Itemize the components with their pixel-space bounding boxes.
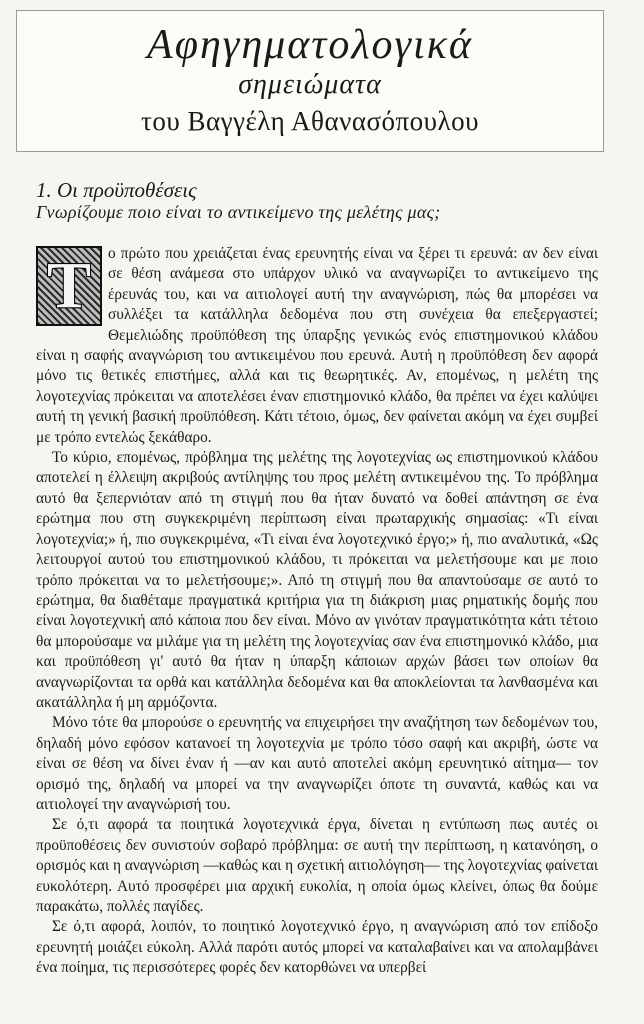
paragraph-3: Μόνο τότε θα μπορούσε ο ερευνητής να επιχειρήσει την αναζήτηση των δεδομένων του, δηλαδή μόνο εφόσον κατανοεί τη λογοτεχνία με τρόπο τόσο σαφή και ακριβή, ώστε να είναι σε θέση να δίνει έναν ή —αν και αυτό αποτελεί ακόμη ερευνητικό αίτημα— τον ορισμό της, δηλαδή να μπορεί να την αναγνωρίζει όποτε τη συναντά, καθώς και να αιτιολογεί την αναγνώρισή του. bbox=[36, 714, 598, 813]
paragraph-2: Το κύριο, επομένως, πρόβλημα της μελέτης της λογοτεχνίας ως επιστημονικού κλάδου αποτελεί η έλλειψη ακριβούς αντίληψης του προς μελέτη αντικειμένου της. Το πρόβλημα αυτό θα ξεπερνιόταν από τη στιγμή που θα ήταν δυνατό να δοθεί απάντηση σε ένα ερώτημα που στη συγκεκριμένη περίπτωση είναι πρωταρχικής σημασίας: «Τι είναι λογοτεχνία;» ή, πιο συγκεκριμένα, «Τι είναι ένα λογοτεχνικό έργο;» ή, πιο αναλυτικά, «Ως λειτουργοί αυτού του επιστημονικού κλάδου, τι πρόκειται να μελετήσουμε και με ποιο τρόπο πρόκειται να το μελετήσουμε;». Από τη στιγμή που θα απαντούσαμε σε αυτό το ερώτημα, θα διαθέταμε πραγματικά κριτήρια για τη διάκριση μιας ρηματικής δομής που είναι λογοτεχνική από κάποια που δεν είναι. Μόνο αν γινόταν πραγματικότητα κάτι τέτοιο θα μπορούσαμε να μιλάμε για τη μελέτη της λογοτεχνίας σαν ένα επιστημονικό κλάδο, μια και προϋπόθεση γι' αυτό θα ήταν η ύπαρξη κάποιων αρχών βάσει των οποίων θα αναγνωρίζονται τα ορθά και κατάλληλα δεδομένα και θα αποκλείονται τα λανθασμένα και ακατάλληλα ή μη αρμόζοντα. bbox=[36, 449, 598, 711]
section-subheading: Γνωρίζουμε ποιο είναι το αντικείμενο της μελέτης μας; bbox=[36, 202, 441, 222]
article-subtitle: σημειώματα bbox=[238, 69, 382, 100]
dropcap-ornament bbox=[36, 246, 102, 326]
article-body bbox=[36, 244, 598, 979]
header-box bbox=[16, 10, 604, 152]
article-title: Αφηγηματολογικά bbox=[147, 22, 473, 68]
dropcap-letter: Τ bbox=[46, 249, 92, 322]
paragraph-4: Σε ό,τι αφορά τα ποιητικά λογοτεχνικά έργα, δίνεται η εντύπωση πως αυτές οι προϋποθέσεις δεν συνιστούν σοβαρό πρόβλημα: σε αυτή την περίπτωση, η κατανόηση, ο ορισμός και η αναγνώριση —καθώς και η σχετική αιτιολόγηση— της λογοτεχνίας φαίνεται ευκολότερη. Αυτό προσφέρει μια αρχική ευκολία, η οποία όμως κλείνει, όπως θα δούμε παρακάτω, πολλές παγίδες. bbox=[36, 816, 598, 915]
article-author: του Βαγγέλη Αθανασόπουλου bbox=[140, 106, 479, 136]
section-heading: 1. Οι προϋποθέσεις bbox=[36, 178, 197, 202]
paragraph-1-text: ο πρώτο που χρειάζεται ένας ερευνητής είναι να ξέρει τι ερευνά: αν δεν είναι σε θέση ανάμεσα στο υπάρχον υλικό να αναγνωρίζει το αντικείμενο της έρευνάς του, και να αιτιολογεί αυτή την αναγνώριση, πώς θα μπορέσει να συλλέξει τα κατάλληλα δεδομένα που στη συνέχεια θα επεξεργαστεί; Θεμελιώδης προϋπόθεση της ύπαρξης γενικώς ενός επιστημονικού κλάδου είναι η σαφής αναγνώριση του αντικειμένου που ερευνά. Αυτή η προϋπόθεση δεν αφορά μόνο τις θετικές επιστήμες, αλλά και τις θεωρητικές. Αν, επομένως, η μελέτη της λογοτεχνίας πρόκειται να αποτελέσει έναν επιστημονικό κλάδο, θα πρέπει να έχει καλύψει αυτή τη γενική βασική προϋπόθεση. Κάτι τέτοιο, όμως, δεν φαίνεται ακόμη να έχει συμβεί με τρόπο εντελώς ξεκάθαρο. bbox=[36, 245, 598, 446]
paragraph-1 bbox=[36, 244, 598, 448]
paragraph-5: Σε ό,τι αφορά, λοιπόν, το ποιητικό λογοτεχνικό έργο, η αναγνώριση από τον επίδοξο ερευνητή μοιάζει εύκολη. Αλλά παρότι αυτός μπορεί να καταλαβαίνει και να απολαμβάνει ένα ποίημα, τις περισσότερες φορές δεν κατορθώνει να υπερβεί bbox=[36, 918, 598, 977]
